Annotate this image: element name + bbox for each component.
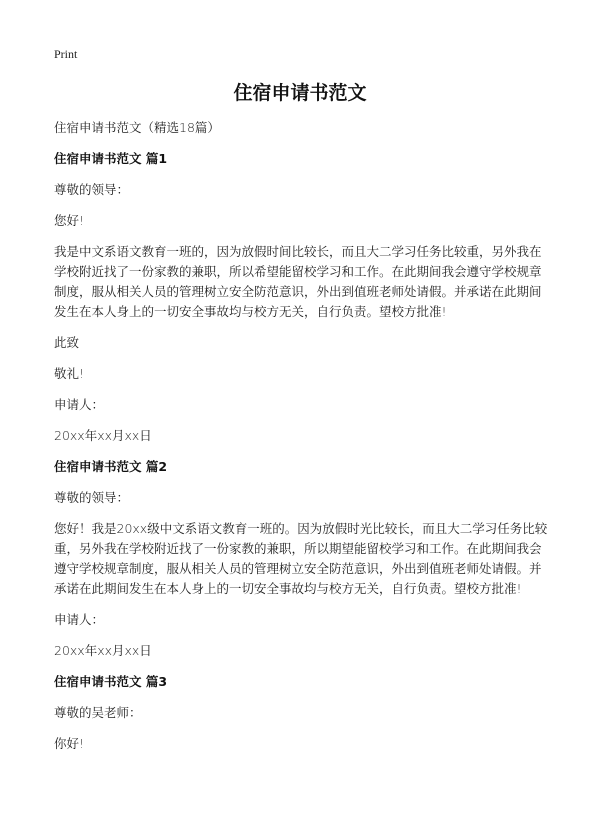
date-2: 20xx年xx月xx日: [54, 643, 152, 658]
section-heading-2: 住宿申请书范文 篇2: [54, 459, 168, 474]
date-1: 20xx年xx月xx日: [54, 428, 152, 443]
section-heading-3: 住宿申请书范文 篇3: [54, 674, 168, 689]
applicant-1: 申请人：: [54, 397, 105, 412]
document-subtitle: 住宿申请书范文（精选18篇）: [54, 120, 220, 135]
greeting-1: 尊敬的领导：: [54, 182, 130, 197]
print-link[interactable]: Print: [54, 47, 78, 61]
salutation-3: 你好!: [54, 736, 85, 751]
closing-line-1a: 此致: [54, 335, 80, 350]
greeting-2: 尊敬的领导：: [54, 490, 130, 505]
closing-line-1b: 敬礼!: [54, 366, 85, 381]
section-heading-1: 住宿申请书范文 篇1: [54, 151, 168, 166]
applicant-2: 申请人：: [54, 612, 105, 627]
salutation-1: 您好!: [54, 213, 85, 228]
body-paragraph-2: 您好！我是20xx级中文系语文教育一班的。因为放假时光比较长，而且大二学习任务比较重，另外我在学校附近找了一份家教的兼职，所以期望能留校学习和工作。在此期间我会遵守学校规章制度，服从相关人员的管理树立安全防范意识，外出到值班老师处请假。并承诺在此期间发生在本人身上的一切安全事故均与校方无关，自行负责。望校方批准!: [54, 521, 548, 596]
document-title: 住宿申请书范文: [233, 82, 367, 104]
greeting-3: 尊敬的吴老师：: [54, 705, 142, 720]
body-paragraph-1: 我是中文系语文教育一班的，因为放假时间比较长，而且大二学习任务比较重，另外我在学校附近找了一份家教的兼职，所以希望能留校学习和工作。在此期间我会遵守学校规章制度，服从相关人员的管理树立安全防范意识，外出到值班老师处请假。并承诺在此期间发生在本人身上的一切安全事故均与校方无关，自行负责。望校方批准!: [54, 244, 542, 319]
document-body: [54, 118, 552, 765]
